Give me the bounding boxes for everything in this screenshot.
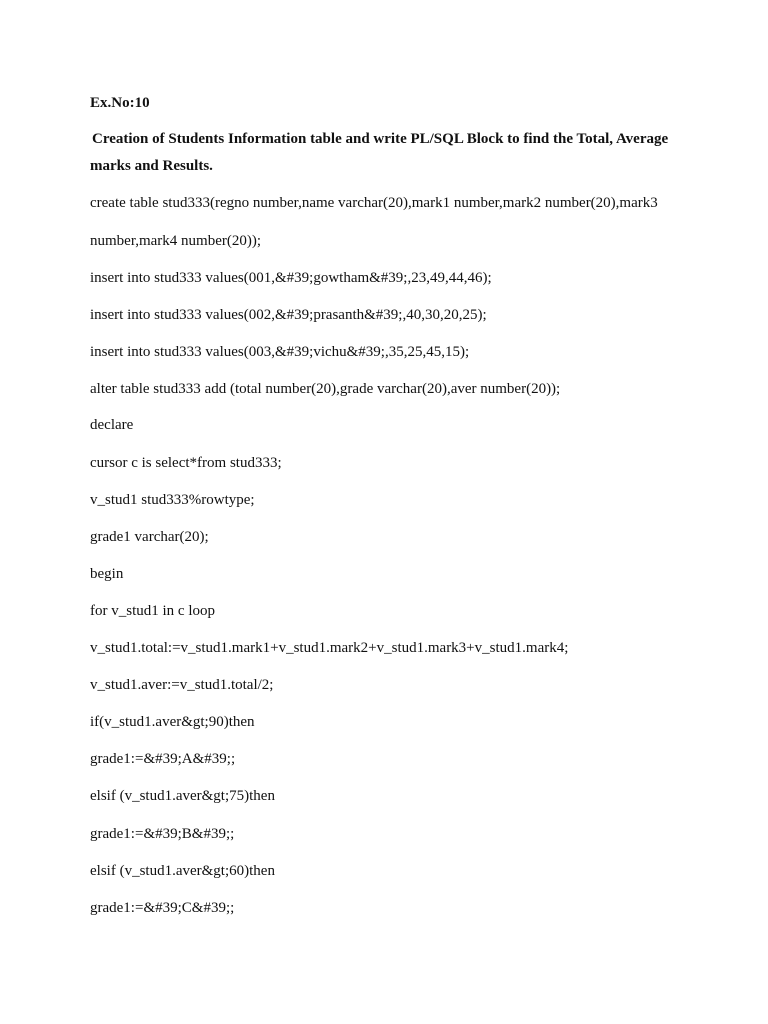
document-title-line-1: Creation of Students Information table and write PL/SQL Block to find the Total, Average [92, 131, 669, 147]
exercise-number: Ex.No:10 [90, 95, 150, 111]
code-line: if(v_stud1.aver&gt;90)then [90, 714, 255, 730]
code-line: cursor c is select*from stud333; [90, 455, 282, 471]
code-line: for v_stud1 in c loop [90, 603, 215, 619]
code-line: alter table stud333 add (total number(20),grade varchar(20),aver number(20)); [90, 381, 561, 397]
code-line: elsif (v_stud1.aver&gt;60)then [90, 863, 275, 879]
code-line: grade1:=&#39;A&#39;; [90, 751, 236, 767]
code-line: grade1:=&#39;B&#39;; [90, 826, 235, 842]
document-title-line-2: marks and Results. [90, 158, 213, 174]
code-line: grade1:=&#39;C&#39;; [90, 900, 235, 916]
code-line: insert into stud333 values(001,&#39;gowtham&#39;,23,49,44,46); [90, 270, 492, 286]
code-line: elsif (v_stud1.aver&gt;75)then [90, 788, 275, 804]
code-line: insert into stud333 values(002,&#39;prasanth&#39;,40,30,20,25); [90, 307, 487, 323]
code-line: insert into stud333 values(003,&#39;vichu&#39;,35,25,45,15); [90, 344, 470, 360]
code-line: v_stud1 stud333%rowtype; [90, 492, 255, 508]
code-line: create table stud333(regno number,name varchar(20),mark1 number,mark2 number(20),mark3 [90, 195, 658, 211]
code-line: v_stud1.aver:=v_stud1.total/2; [90, 677, 274, 693]
code-line: v_stud1.total:=v_stud1.mark1+v_stud1.mark2+v_stud1.mark3+v_stud1.mark4; [90, 640, 569, 656]
code-line: grade1 varchar(20); [90, 529, 209, 545]
code-line: begin [90, 566, 124, 582]
code-line: number,mark4 number(20)); [90, 233, 262, 249]
code-line: declare [90, 417, 134, 433]
